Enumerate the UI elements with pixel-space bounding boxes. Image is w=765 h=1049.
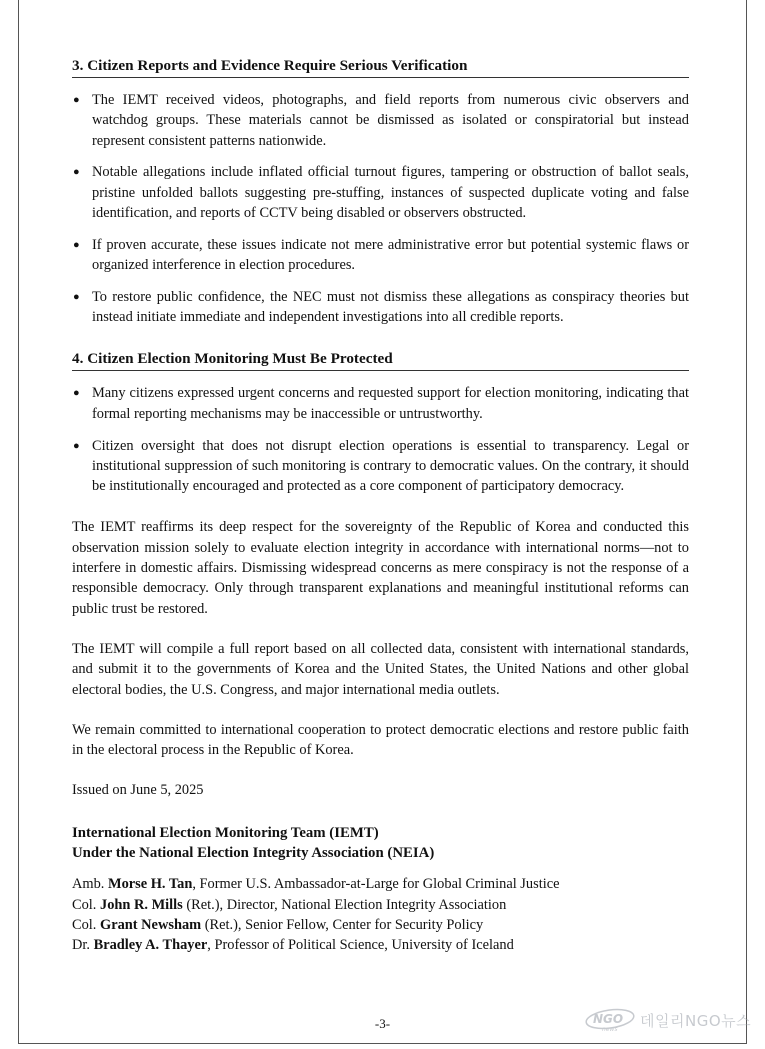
bullet-text: The IEMT received videos, photographs, and field reports from numerous civic observers and watchdog groups. These materials cannot be dismissed as isolated or conspiratorial but instead represent consistent patterns nationwide. [92,92,689,149]
organization-name: International Election Monitoring Team (IEMT) [72,824,379,841]
section-4-heading: 4. Citizen Election Monitoring Must Be Protected [72,349,689,371]
signatory [72,935,689,955]
bullet-text: Notable allegations include inflated official turnout figures, tampering or obstruction of ballot seals, pristine unfolded ballots suggesting pre-stuffing, instances of suspected duplicate voting and false identification, and reports of CCTV being disabled or observers obstructed. [92,164,689,221]
signatory [72,874,689,894]
signatory-title: Col. [72,896,100,913]
reaffirmation-paragraph: The IEMT reaffirms its deep respect for the sovereignty of the Republic of Korea and conducted this observation mission solely to evaluate election integrity in accordance with international norms—not to interfere in domestic affairs. Dismissing widespread concerns as mere conspiracy is not the response of a responsible democracy. Only through transparent explanations and meaningful institutional reforms can public trust be restored. [72,519,689,617]
list-item [72,436,689,497]
svg-text:NGO: NGO [593,1012,624,1026]
bullet-icon: ● [73,290,80,303]
signatory-role: , Former U.S. Ambassador-at-Large for Global Criminal Justice [192,876,560,893]
signatory-name: Grant Newsham [100,916,202,933]
bullet-text: If proven accurate, these issues indicate not mere administrative error but potential systemic flaws or organized interference in election procedures. [92,236,689,274]
page-number: -3- [374,1016,391,1031]
document-body [72,56,689,956]
signatory-role: , Professor of Political Science, University of Iceland [207,937,514,954]
svg-text:news: news [602,1026,618,1033]
section-3-bullet-list [72,90,689,327]
signatory-name: John R. Mills [100,896,183,913]
signatory-name: Bradley A. Thayer [93,937,208,954]
organization-affiliation: Under the National Election Integrity Association (NEIA) [72,845,435,862]
bullet-icon: ● [73,387,80,400]
report-paragraph: The IEMT will compile a full report based on all collected data, consistent with international standards, and submit it to the governments of Korea and the United States, the United Nations and other global electoral bodies, the U.S. Congress, and major international media outlets. [72,640,689,698]
list-item [72,383,689,424]
bullet-icon: ● [73,166,80,179]
bullet-icon: ● [73,439,80,452]
watermark [584,1006,751,1034]
signatory-title: Col. [72,916,100,933]
signatory-title: Dr. [72,937,94,954]
bullet-icon: ● [73,94,80,106]
commitment-paragraph: We remain committed to international cooperation to protect democratic elections and restore public faith in the electoral process in the Republic of Korea. [72,721,689,759]
list-item [72,235,689,276]
section-4-bullet-list [72,383,689,496]
signatory-title: Amb. [72,876,108,893]
signatory [72,895,689,915]
signatory-role: (Ret.), Senior Fellow, Center for Security Policy [201,916,484,933]
signatory-list [72,874,689,955]
signatory-role: (Ret.), Director, National Election Integrity Association [182,896,507,913]
organization-block [72,823,689,864]
bullet-text: Many citizens expressed urgent concerns and requested support for election monitoring, indicating that formal reporting mechanisms may be inaccessible or untrustworthy. [92,385,689,422]
list-item [72,287,689,328]
watermark-text: 데일리NGO뉴스 [640,1011,752,1030]
list-item [72,90,689,151]
section-3-heading: 3. Citizen Reports and Evidence Require Serious Verification [72,56,689,78]
ngo-news-logo-icon [584,1007,636,1033]
bullet-text: To restore public confidence, the NEC must not dismiss these allegations as conspiracy theories but instead initiate immediate and independent investigations into all credible reports. [92,288,689,326]
signatory-name: Morse H. Tan [107,876,193,893]
bullet-icon: ● [73,238,80,251]
list-item [72,162,689,223]
bullet-text: Citizen oversight that does not disrupt election operations is essential to transparency. Legal or institutional suppression of such monitoring is contrary to democratic values. On the contrary, it should be institutionally encouraged and protected as a core component of participatory democracy. [92,437,689,495]
issue-date: Issued on June 5, 2025 [72,782,204,799]
signatory [72,915,689,935]
